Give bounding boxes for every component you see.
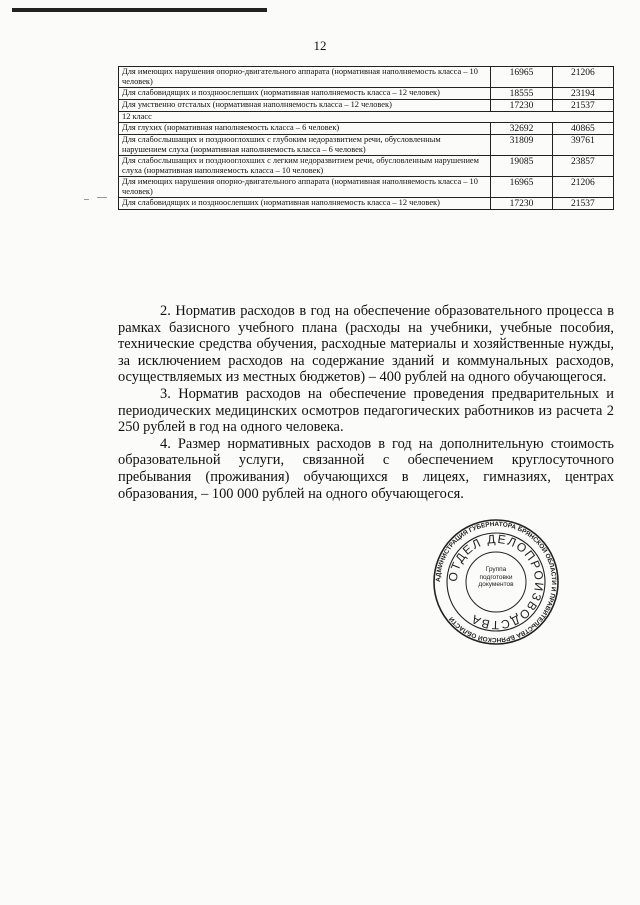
category-cell: Для слабовидящих и поздноослепших (нормативная наполняемость класса – 12 человек) bbox=[119, 88, 491, 100]
table-row bbox=[119, 135, 614, 156]
table-row bbox=[119, 67, 614, 88]
paragraph-4: 4. Размер нормативных расходов в год на дополнительную стоимость образовательной услуги, связанной с обеспечением круглосуточного пребывания (проживания) обучающихся в лицеях, гимназиях, центрах образования, – 100 000 рублей на одного обучающегося. bbox=[118, 435, 614, 502]
table-row bbox=[119, 88, 614, 100]
norms-table bbox=[118, 66, 614, 210]
category-cell: Для слабовидящих и поздноослепших (нормативная наполняемость класса – 12 человек) bbox=[119, 198, 491, 210]
table-row bbox=[119, 123, 614, 135]
category-cell: Для глухих (нормативная наполняемость класса – 6 человек) bbox=[119, 123, 491, 135]
value-cell-1: 31809 bbox=[491, 135, 552, 156]
scan-speck bbox=[97, 197, 107, 198]
table-row bbox=[119, 198, 614, 210]
value-cell-1: 16965 bbox=[491, 67, 552, 88]
table-section-label: 12 класс bbox=[119, 112, 614, 123]
page-number: 12 bbox=[313, 38, 327, 53]
category-cell: Для имеющих нарушения опорно-двигательного аппарата (нормативная наполняемость класса – 10 человек) bbox=[119, 177, 491, 198]
official-stamp bbox=[432, 518, 560, 646]
paragraph-2: 2. Норматив расходов в год на обеспечение образовательного процесса в рамках базисного учебного плана (расходы на учебники, учебные пособия, технические средства обучения, расходные материалы и хозяйственные нужды, за исключением расходов на содержание зданий и коммунальных расходов, осуществляемых из местных бюджетов) – 400 рублей на одного обучающегося. bbox=[118, 303, 614, 386]
value-cell-1: 18555 bbox=[491, 88, 552, 100]
value-cell-2: 21537 bbox=[552, 198, 613, 210]
value-cell-2: 39761 bbox=[552, 135, 613, 156]
value-cell-2: 40865 bbox=[552, 123, 613, 135]
stamp-outer-text: АДМИНИСТРАЦИЯ ГУБЕРНАТОРА БРЯНСКОЙ ОБЛАСТИ И ПРАВИТЕЛЬСТВА БРЯНСКОЙ ОБЛАСТИ bbox=[434, 520, 558, 644]
table-row bbox=[119, 177, 614, 198]
value-cell-1: 32692 bbox=[491, 123, 552, 135]
value-cell-2: 23194 bbox=[552, 88, 613, 100]
category-cell: Для слабослышащих и позднооглохших с легким недоразвитием речи, обусловленным нарушением слуха (нормативная наполняемость класса – 10 человек) bbox=[119, 156, 491, 177]
paragraph-3: 3. Норматив расходов на обеспечение проведения предварительных и периодических медицинских осмотров педагогических работников из расчета 2 250 рублей в год на одного человека. bbox=[118, 385, 614, 436]
value-cell-2: 21537 bbox=[552, 100, 613, 112]
body-text bbox=[118, 303, 614, 502]
category-cell: Для слабослышащих и позднооглохших с глубоким недоразвитием речи, обусловленным нарушением слуха (нормативная наполняемость класса – 6 человек) bbox=[119, 135, 491, 156]
category-cell: Для умственно отсталых (нормативная наполняемость класса – 12 человек) bbox=[119, 100, 491, 112]
value-cell-1: 16965 bbox=[491, 177, 552, 198]
table-row bbox=[119, 100, 614, 112]
category-cell: Для имеющих нарушения опорно-двигательного аппарата (нормативная наполняемость класса – 10 человек) bbox=[119, 67, 491, 88]
value-cell-2: 23857 bbox=[552, 156, 613, 177]
table-row bbox=[119, 156, 614, 177]
table-row bbox=[119, 112, 614, 123]
value-cell-1: 17230 bbox=[491, 198, 552, 210]
value-cell-2: 21206 bbox=[552, 67, 613, 88]
stamp-center-text: Группа подготовки документов bbox=[478, 566, 514, 588]
value-cell-1: 19085 bbox=[491, 156, 552, 177]
stamp-inner-text: ОТДЕЛ ДЕЛОПРОИЗВОДСТВА bbox=[445, 531, 547, 633]
value-cell-2: 21206 bbox=[552, 177, 613, 198]
scan-speck bbox=[84, 199, 89, 200]
top-rule bbox=[12, 8, 267, 12]
value-cell-1: 17230 bbox=[491, 100, 552, 112]
